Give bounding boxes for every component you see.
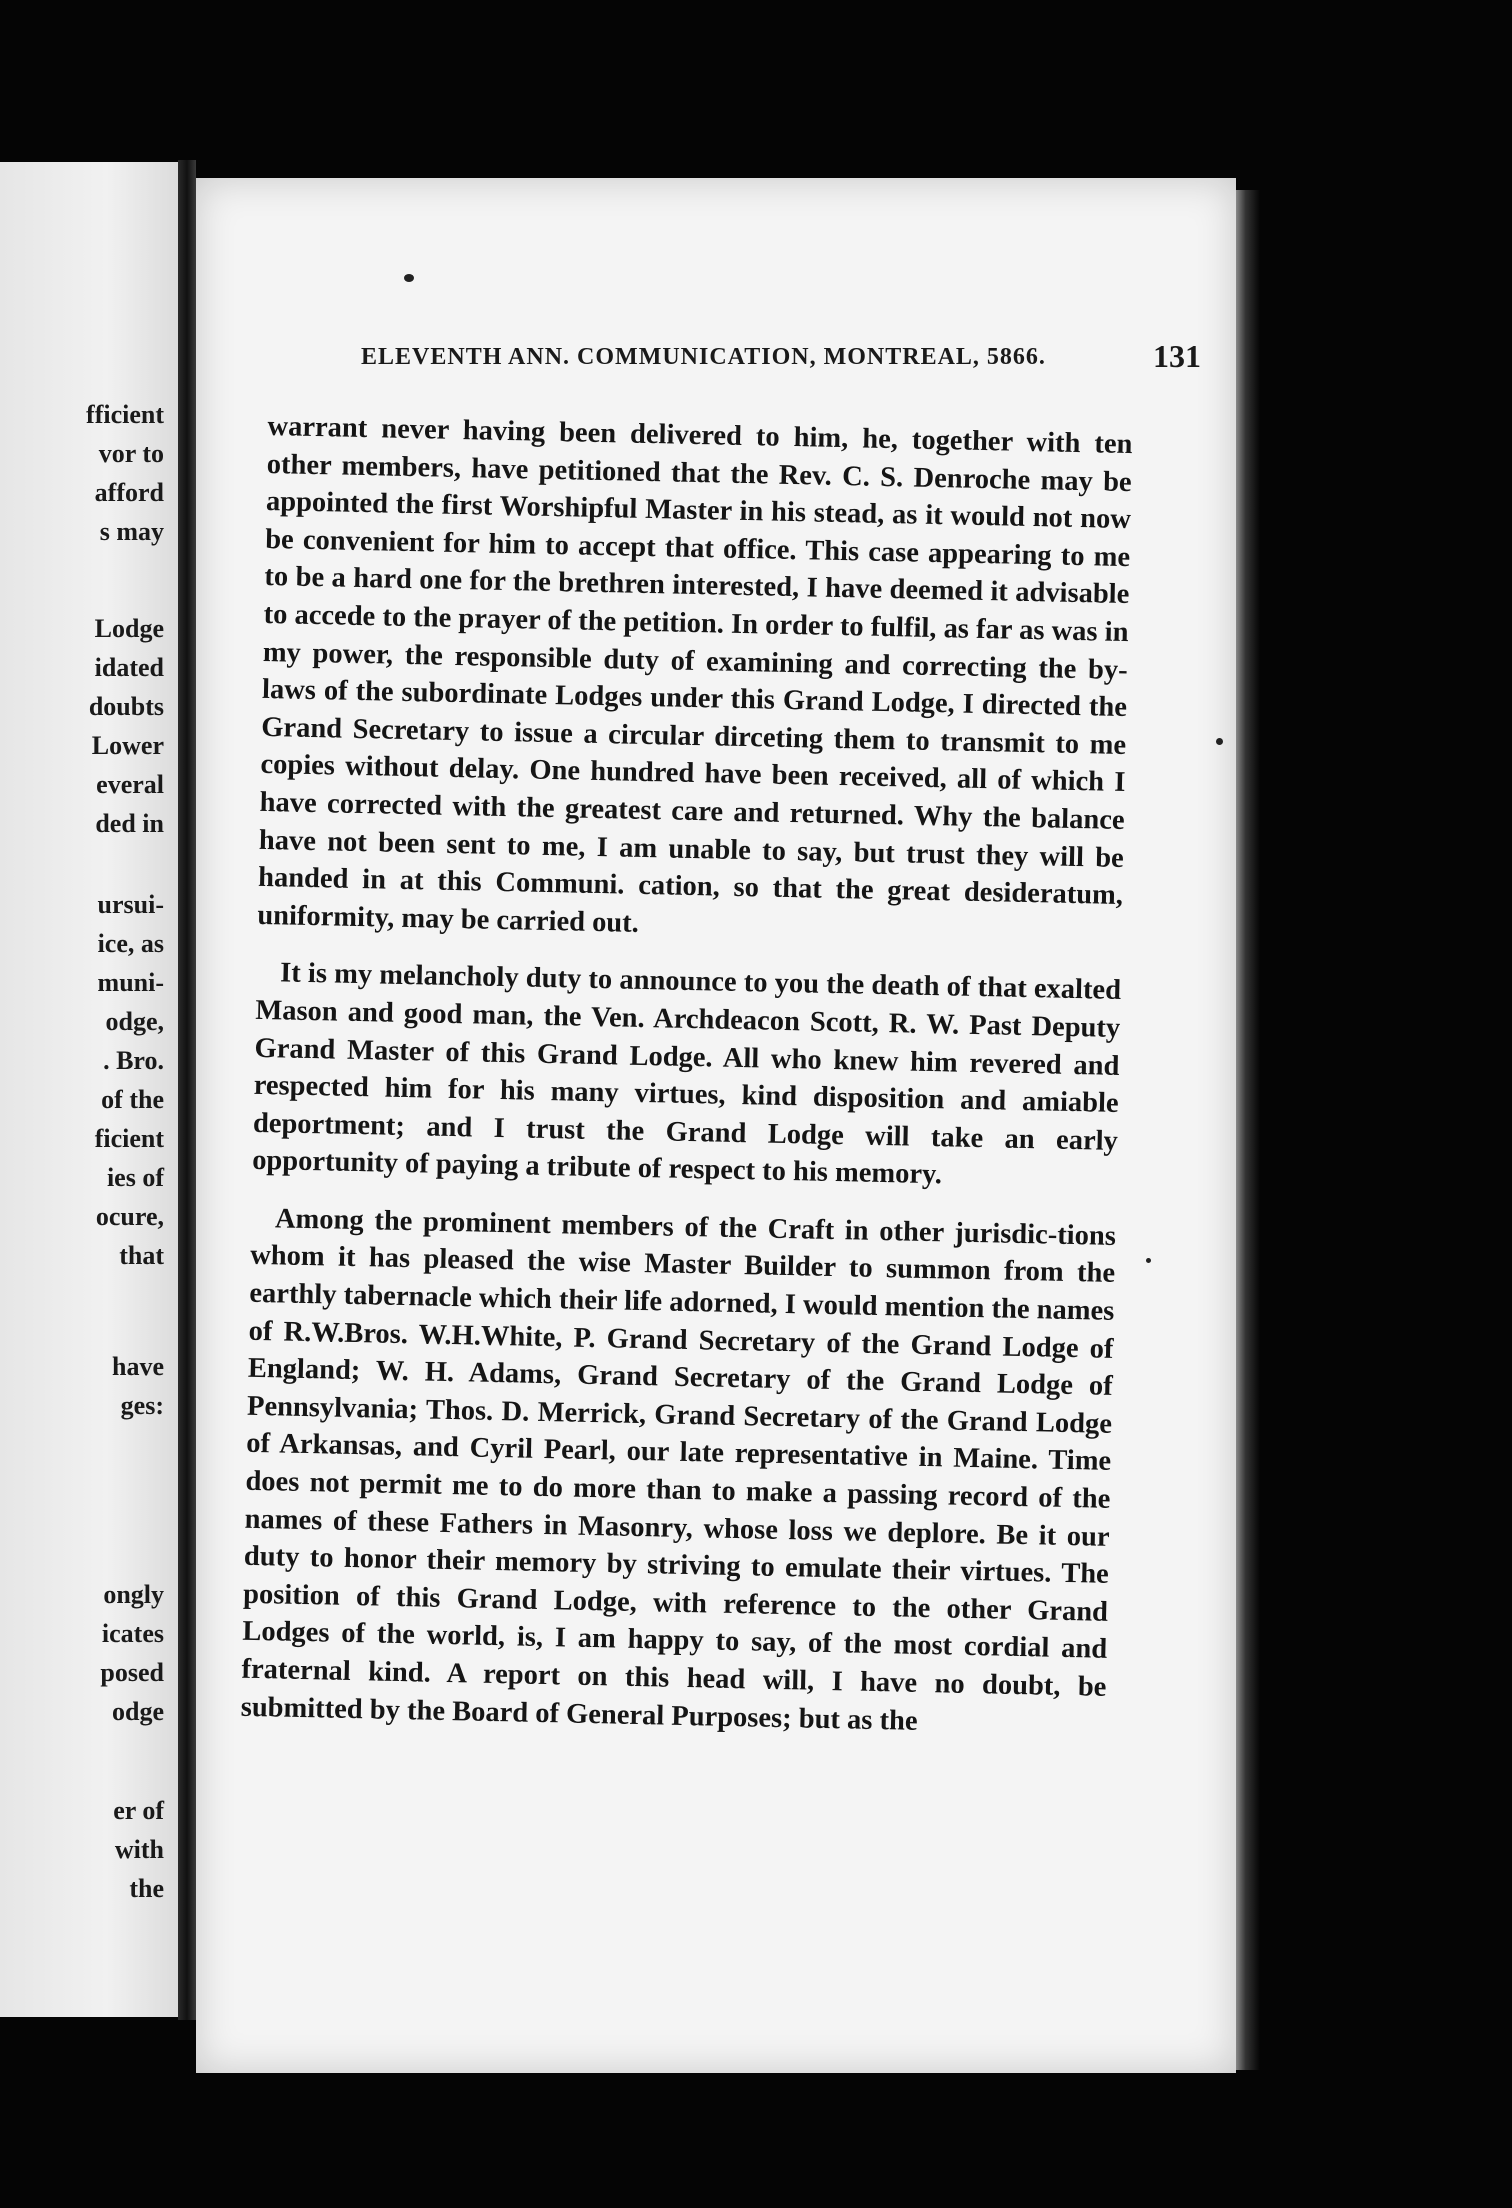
- facing-line: afford: [94, 478, 164, 507]
- facing-line: ongly: [103, 1580, 164, 1609]
- book-page: [196, 178, 1236, 2073]
- facing-line: ges:: [120, 1391, 164, 1420]
- facing-line: that: [119, 1241, 164, 1270]
- facing-line: fficient: [86, 400, 164, 429]
- facing-line: ficient: [94, 1124, 164, 1153]
- facing-line: s may: [99, 517, 164, 546]
- facing-line: everal: [96, 770, 164, 799]
- page-number: 131: [1153, 338, 1201, 374]
- facing-line: posed: [100, 1658, 164, 1687]
- facing-line: icates: [101, 1619, 164, 1648]
- facing-line: idated: [94, 653, 164, 682]
- book-gutter: [178, 160, 196, 2020]
- facing-line: er of: [113, 1796, 164, 1825]
- facing-line: ocure,: [95, 1202, 164, 1231]
- facing-line: ies of: [106, 1163, 164, 1192]
- facing-line: ursui-: [97, 890, 164, 919]
- facing-line: of the: [101, 1085, 164, 1114]
- facing-line: ice, as: [97, 929, 164, 958]
- facing-line: muni-: [97, 968, 164, 997]
- ink-speck: [1146, 1258, 1151, 1263]
- paragraph-other-jurisdictions: Among the prominent members of the Craft in other jurisdic-tions whom it has pleased the wise Master Builder to summon from the earthly tabernacle which their life adorned, I would mention the names of R.W.Bros. W.H.White, P. Grand Secretary of the Grand Lodge of England; W. H. Adams, Grand Secretary of the Grand Lodge of Pennsylvania; Thos. D. Merrick, Grand Secretary of the Grand Lodge of Arkansas, and Cyril Pearl, our late representative in Maine. Time does not permit me to do more than to make a passing record of the names of these Fathers in Masonry, whose loss we deplore. Be it our duty to honor their memory by striving to emulate their virtues. The position of this Grand Lodge, with reference to the other Grand Lodges of the world, is, I am happy to say, of the most cordial and fraternal kind. A report on this head will, I have no doubt, be submitted by the Board of General Purposes; but as the: [240, 1203, 1117, 1737]
- paragraph-archdeacon-scott: It is my melancholy duty to announce to you the death of that exalted Mason and good man, the Ven. Archdeacon Scott, R. W. Past Deputy Grand Master of this Grand Lodge. All who knew him revered and respected him for his many virtues, kind disposition and amiable deportment; and I trust the Grand Lodge will take an early opportunity of paying a tribute of respect to his memory.: [251, 957, 1122, 1191]
- page-body: [240, 408, 1132, 1744]
- facing-line: vor to: [98, 439, 164, 468]
- facing-line: doubts: [88, 692, 164, 721]
- facing-line: have: [112, 1352, 164, 1381]
- page-edge-shadow: [1236, 190, 1260, 2070]
- facing-line: with: [114, 1835, 164, 1864]
- facing-line: . Bro.: [103, 1046, 164, 1075]
- facing-line: odge: [112, 1697, 164, 1726]
- paragraph-continued: warrant never having been delivered to him, he, together with ten other members, have petitioned that the Rev. C. S. Denroche may be appointed the first Worshipful Master in his stead, as it would not now be convenient for him to accept that office. This case appearing to me to be a hard one for the brethren interested, I have deemed it advisable to accede to the prayer of the petition. In order to fulfil, as far as was in my power, the responsible duty of examining and correcting the by-laws of the subordinate Lodges under this Grand Lodge, I directed the Grand Secretary to issue a circular dirceting them to transmit to me copies without delay. One hundred have been received, all of which I have corrected with the greatest care and returned. Why the balance have not been sent to me, I am unable to say, but trust they will be handed in at this Communi. cation, so that the great desideratum, uniformity, may be carried out.: [257, 410, 1133, 939]
- facing-page-fragment: [0, 162, 178, 2017]
- facing-line: ded in: [95, 809, 164, 838]
- facing-line: Lower: [91, 731, 164, 760]
- running-header: [361, 338, 1201, 374]
- facing-line: odge,: [105, 1007, 164, 1036]
- running-header-title: ELEVENTH ANN. COMMUNICATION, MONTREAL, 5866.: [361, 344, 1046, 370]
- facing-line: the: [129, 1874, 164, 1903]
- ink-speck: [1216, 738, 1223, 745]
- facing-line: Lodge: [94, 614, 164, 643]
- ink-speck: [404, 274, 414, 282]
